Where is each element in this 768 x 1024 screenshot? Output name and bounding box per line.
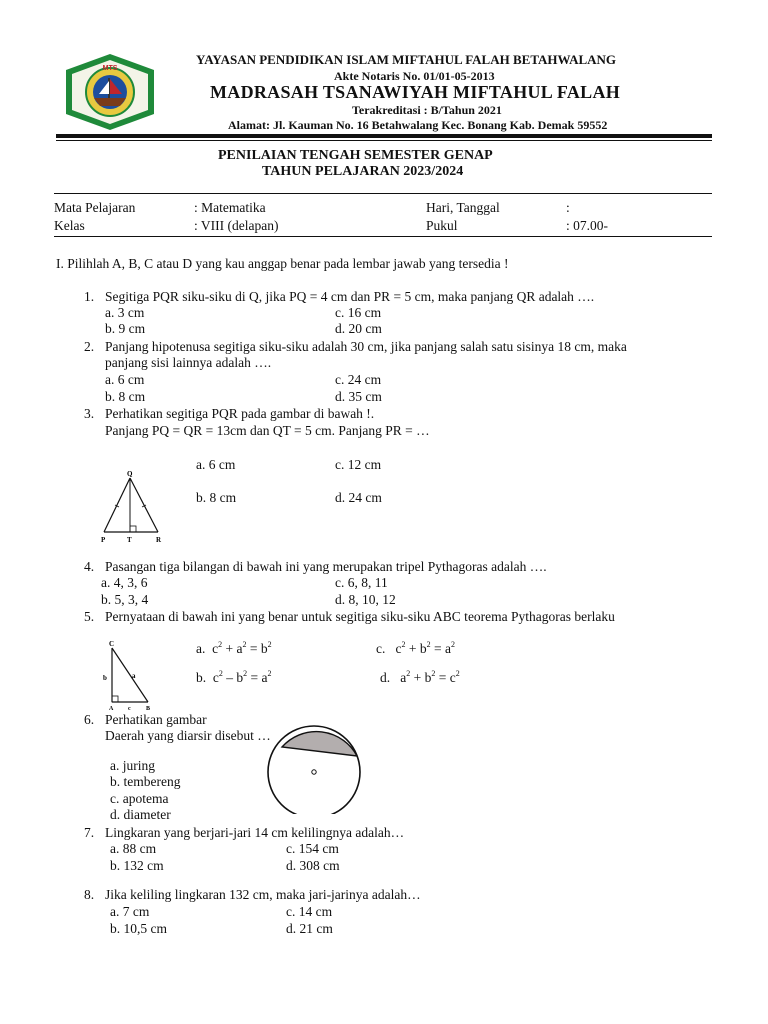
- q2-text-line2: panjang sisi lainnya adalah ….: [105, 355, 272, 370]
- q6-option-b[interactable]: b. tembereng: [110, 774, 181, 789]
- q4-option-c[interactable]: c. 6, 8, 11: [335, 575, 388, 590]
- q3-triangle-figure: [98, 468, 170, 544]
- q8-option-d[interactable]: d. 21 cm: [286, 921, 333, 936]
- q6-number: 6.: [84, 712, 95, 727]
- q7-option-c[interactable]: c. 154 cm: [286, 841, 339, 856]
- q8-option-a[interactable]: a. 7 cm: [110, 904, 150, 919]
- q3-option-a[interactable]: a. 6 cm: [196, 457, 236, 472]
- info-rule-top: [54, 193, 712, 194]
- q3-option-b[interactable]: b. 8 cm: [196, 490, 237, 505]
- q1-option-b[interactable]: b. 9 cm: [105, 321, 146, 336]
- q8-number: 8.: [84, 887, 95, 902]
- class-value: : VIII (delapan): [194, 218, 279, 233]
- q8-text: Jika keliling lingkaran 132 cm, maka jari-jarinya adalah…: [105, 887, 421, 902]
- accreditation-line: Terakreditasi : B/Tahun 2021: [352, 103, 502, 117]
- q1-text: Segitiga PQR siku-siku di Q, jika PQ = 4 cm dan PR = 5 cm, maka panjang QR adalah ….: [105, 289, 595, 304]
- q6-option-a[interactable]: a. juring: [110, 758, 155, 773]
- q4-number: 4.: [84, 559, 95, 574]
- q8-option-b[interactable]: b. 10,5 cm: [110, 921, 167, 936]
- q5-triangle-figure: [100, 640, 156, 710]
- q2-text-line1: Panjang hipotenusa segitiga siku-siku adalah 30 cm, jika panjang salah satu sisinya 18 cm, maka: [105, 339, 627, 354]
- q8-option-c[interactable]: c. 14 cm: [286, 904, 333, 919]
- q5-fig-label-a-vertex: A: [109, 706, 114, 710]
- q6-option-d[interactable]: d. diameter: [110, 807, 171, 822]
- q3-option-d[interactable]: d. 24 cm: [335, 490, 382, 505]
- q5-fig-label-b-vertex: B: [146, 706, 151, 710]
- notary-line: Akte Notaris No. 01/01-05-2013: [334, 69, 495, 83]
- section-instruction: I. Pilihlah A, B, C atau D yang kau anggap benar pada lembar jawab yang tersedia !: [56, 256, 509, 271]
- q6-text-line1: Perhatikan gambar: [105, 712, 207, 727]
- q1-number: 1.: [84, 289, 95, 304]
- q2-option-d[interactable]: d. 35 cm: [335, 389, 382, 404]
- q5-fig-label-a-side: a: [132, 672, 136, 680]
- q1-option-d[interactable]: d. 20 cm: [335, 321, 382, 336]
- q7-number: 7.: [84, 825, 95, 840]
- q4-option-b[interactable]: b. 5, 3, 4: [101, 592, 149, 607]
- q3-fig-label-r: R: [156, 536, 162, 544]
- q4-option-d[interactable]: d. 8, 10, 12: [335, 592, 396, 607]
- q3-text-line2: Panjang PQ = QR = 13cm dan QT = 5 cm. Panjang PR = …: [105, 423, 430, 438]
- address-line: Alamat: Jl. Kauman No. 16 Betahwalang Kec. Bonang Kab. Demak 59552: [228, 118, 608, 132]
- day-label: Hari, Tanggal: [426, 200, 500, 215]
- q7-option-b[interactable]: b. 132 cm: [110, 858, 164, 873]
- q4-text: Pasangan tiga bilangan di bawah ini yang merupakan tripel Pythagoras adalah ….: [105, 559, 547, 574]
- header-rule-thin: [56, 140, 712, 141]
- q2-number: 2.: [84, 339, 95, 354]
- q5-option-a-prefix: a.: [196, 641, 206, 656]
- q5-option-b-prefix: b.: [196, 670, 207, 685]
- q5-fig-label-c-vertex: C: [109, 640, 115, 648]
- foundation-name: YAYASAN PENDIDIKAN ISLAM MIFTAHUL FALAH BETAHWALANG: [196, 52, 617, 67]
- subject-label: Mata Pelajaran: [54, 200, 136, 215]
- q3-number: 3.: [84, 406, 95, 421]
- q6-text-line2: Daerah yang diarsir disebut …: [105, 728, 271, 743]
- q5-option-d[interactable]: d. $a^2 + b^2 = c^2$: [380, 669, 460, 685]
- time-value: : 07.00-: [566, 218, 608, 233]
- q1-option-a[interactable]: a. 3 cm: [105, 305, 145, 320]
- school-logo: [62, 52, 158, 132]
- q5-text: Pernyataan di bawah ini yang benar untuk segitiga siku-siku ABC teorema Pythagoras berlaku: [105, 609, 615, 624]
- q5-option-c[interactable]: c. $c^2 + b^2 = a^2$: [376, 640, 455, 656]
- q3-fig-label-t: T: [127, 536, 132, 544]
- subject-value: : Matematika: [194, 200, 266, 215]
- q2-option-b[interactable]: b. 8 cm: [105, 389, 146, 404]
- exam-title-1: PENILAIAN TENGAH SEMESTER GENAP: [218, 148, 493, 163]
- q3-fig-label-p: P: [101, 536, 106, 544]
- q3-option-c[interactable]: c. 12 cm: [335, 457, 382, 472]
- q5-option-c-prefix: c.: [376, 641, 386, 656]
- school-name: MADRASAH TSANAWIYAH MIFTAHUL FALAH: [210, 82, 621, 102]
- q7-option-a[interactable]: a. 88 cm: [110, 841, 157, 856]
- q1-option-c[interactable]: c. 16 cm: [335, 305, 382, 320]
- q7-option-d[interactable]: d. 308 cm: [286, 858, 340, 873]
- q3-fig-label-q: Q: [127, 470, 133, 478]
- q6-option-c[interactable]: c. apotema: [110, 791, 169, 806]
- day-value: :: [566, 200, 570, 215]
- q6-circle-figure: [264, 722, 364, 814]
- q2-option-a[interactable]: a. 6 cm: [105, 372, 145, 387]
- q5-fig-label-b-side: b: [103, 674, 107, 682]
- exam-title-2: TAHUN PELAJARAN 2023/2024: [262, 164, 464, 179]
- q2-option-c[interactable]: c. 24 cm: [335, 372, 382, 387]
- header-rule-thick: [56, 134, 712, 138]
- info-rule-bottom: [54, 236, 712, 237]
- time-label: Pukul: [426, 218, 458, 233]
- q5-option-a[interactable]: a. $c^2 + a^2 = b^2$: [196, 640, 272, 656]
- class-label: Kelas: [54, 218, 85, 233]
- q5-number: 5.: [84, 609, 95, 624]
- q5-fig-label-c-side: c: [128, 706, 131, 710]
- logo-text: MTS: [102, 65, 118, 72]
- q7-text: Lingkaran yang berjari-jari 14 cm kelilingnya adalah…: [105, 825, 405, 840]
- q3-text-line1: Perhatikan segitiga PQR pada gambar di bawah !.: [105, 406, 375, 421]
- q5-option-d-prefix: d.: [380, 670, 391, 685]
- q5-option-b[interactable]: b. $c^2 - b^2 = a^2$: [196, 669, 272, 685]
- q4-option-a[interactable]: a. 4, 3, 6: [101, 575, 148, 590]
